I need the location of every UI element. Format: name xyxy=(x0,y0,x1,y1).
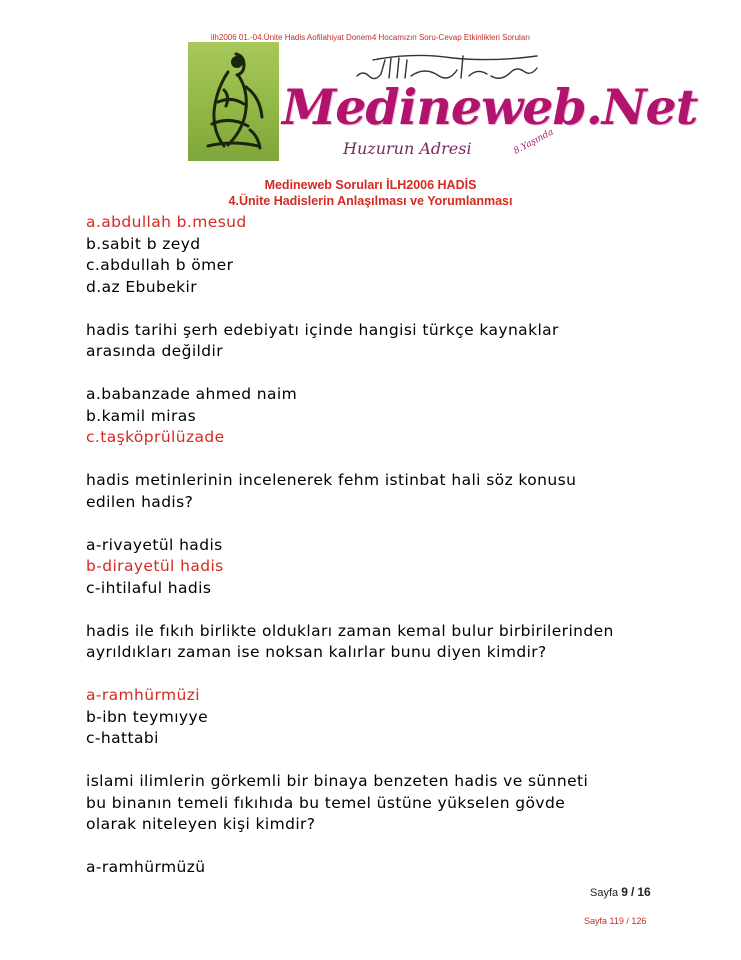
page-number xyxy=(590,885,651,899)
text-line: b.sabit b zeyd xyxy=(86,234,201,253)
page-label: Sayfa xyxy=(590,887,619,899)
answer-line: a-ramhürmüzi xyxy=(86,686,200,704)
text-line: c-hattabi xyxy=(86,729,159,747)
blank-line xyxy=(86,363,706,385)
blank-line xyxy=(86,836,706,858)
blank-line xyxy=(86,664,706,686)
question-list xyxy=(86,212,706,879)
answer-line: a.abdullah b.mesud xyxy=(86,213,247,231)
text-line: a-rivayetül hadis xyxy=(86,535,223,554)
calligraphy-figure-icon xyxy=(188,42,279,161)
sheet-footer: Sayfa 119 / 126 xyxy=(584,916,647,926)
answer-line: c.taşköprülüzade xyxy=(86,428,225,446)
text-line: c-ihtilaful hadis xyxy=(86,578,212,597)
text-line: hadis metinlerinin incelenerek fehm istinbat hali söz konusu xyxy=(86,471,577,489)
text-line: islami ilimlerin görkemli bir binaya benzeten hadis ve sünneti xyxy=(86,772,589,790)
text-line: c.abdullah b ömer xyxy=(86,256,234,274)
calligraphy-image xyxy=(188,42,279,161)
text-line: hadis ile fıkıh birlikte oldukları zaman kemal bulur birbirilerinden xyxy=(86,621,614,640)
blank-line xyxy=(86,599,706,621)
text-line: bu binanın temeli fıkıhıda bu temel üstüne yükselen gövde xyxy=(86,793,566,812)
total-pages: 16 xyxy=(637,885,651,899)
title-line-1: Medineweb Soruları İLH2006 HADİS xyxy=(264,178,477,192)
blank-line xyxy=(86,513,706,535)
text-line: b-ibn teymıyye xyxy=(86,707,209,726)
blank-line xyxy=(86,750,706,772)
text-line: hadis tarihi şerh edebiyatı içinde hangisi türkçe kaynaklar xyxy=(86,320,559,339)
site-logo xyxy=(188,42,698,164)
text-line: a-ramhürmüzü xyxy=(86,858,206,876)
text-line: d.az Ebubekir xyxy=(86,277,198,296)
anniversary-badge: 8.Yaşında xyxy=(512,127,556,157)
page-separator: / xyxy=(630,885,635,899)
document-title xyxy=(0,177,741,209)
text-line: ayrıldıkları zaman ise noksan kalırlar bunu diyen kimdir? xyxy=(86,643,547,661)
brand-tagline: Huzurun Adresi xyxy=(343,139,472,158)
blank-line xyxy=(86,298,706,320)
text-line: olarak niteleyen kişi kimdir? xyxy=(86,815,316,833)
document-header: ilh2006 01.-04.Ünite Hadis Aofilahiyat Donem4 Hocamızın Soru-Cevap Etkinlikleri Soruları xyxy=(210,33,531,42)
brand-name: Medineweb.Net xyxy=(282,78,698,136)
current-page: 9 xyxy=(621,885,628,899)
blank-line xyxy=(86,449,706,471)
title-line-2: 4.Ünite Hadislerin Anlaşılması ve Yorumlanması xyxy=(228,194,513,208)
text-line: arasında değildir xyxy=(86,342,223,360)
text-line: b.kamil miras xyxy=(86,406,197,425)
text-line: edilen hadis? xyxy=(86,492,194,511)
text-line: a.babanzade ahmed naim xyxy=(86,385,298,403)
answer-line: b-dirayetül hadis xyxy=(86,557,224,575)
